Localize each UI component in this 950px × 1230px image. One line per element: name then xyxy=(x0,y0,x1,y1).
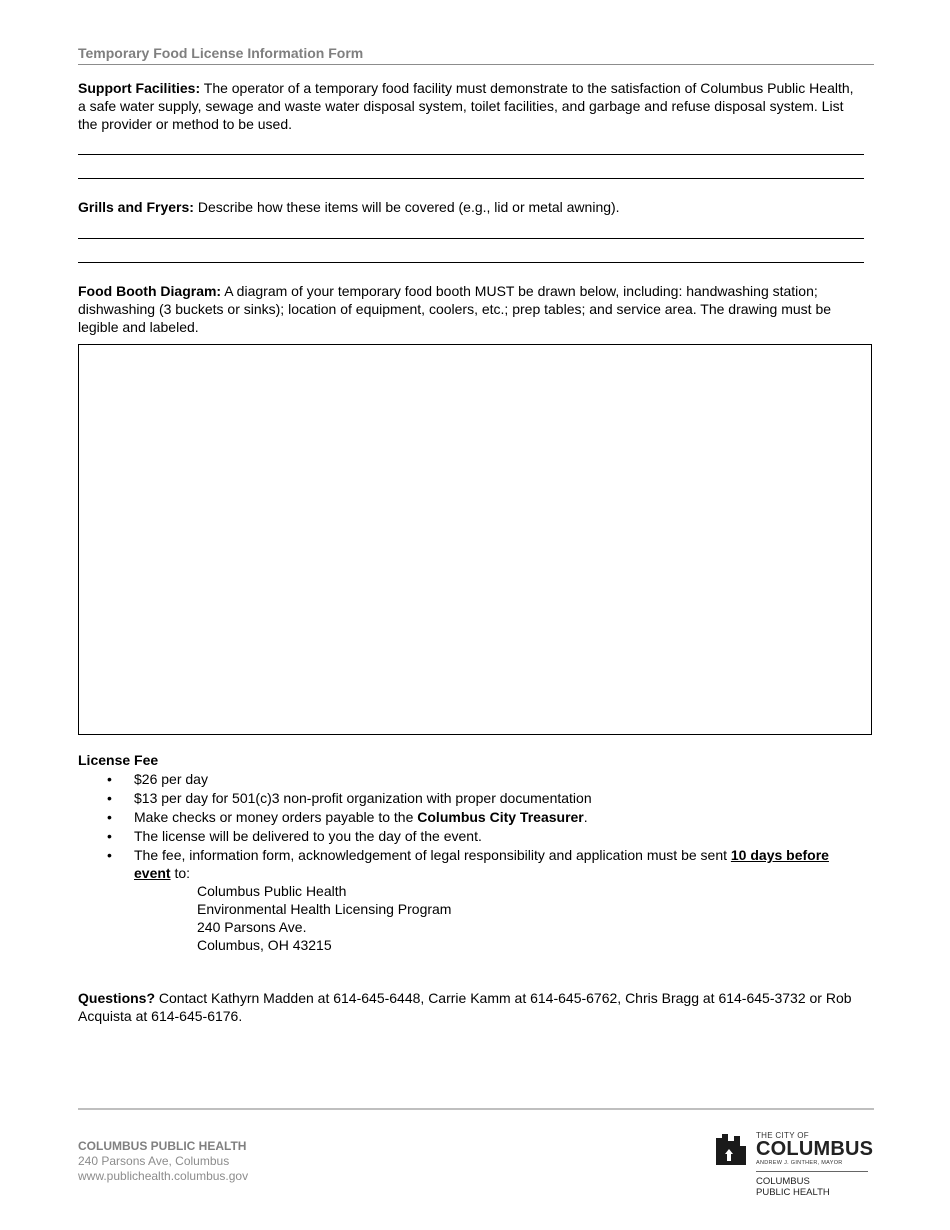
grills-fryers-text: Describe how these items will be covered (e.g., lid or metal awning). xyxy=(193,199,620,215)
address-line: 240 Parsons Ave. xyxy=(197,919,307,935)
city-skyline-icon xyxy=(714,1132,748,1166)
grills-fryers-label: Grills and Fryers: xyxy=(78,199,194,215)
food-booth-diagram-section xyxy=(78,282,864,336)
logo-city-of: THE CITY OF xyxy=(756,1131,809,1140)
footer-org-name: COLUMBUS PUBLIC HEALTH xyxy=(78,1139,247,1153)
header-divider xyxy=(78,64,874,65)
footer-divider xyxy=(78,1108,874,1110)
footer-website[interactable]: www.publichealth.columbus.gov xyxy=(78,1169,249,1183)
questions-text: Contact Kathyrn Madden at 614-645-6448, Carrie Kamm at 614-645-6762, Chris Bragg at 614-645-3732 or Rob Acquista at 614-645-6176. xyxy=(78,990,852,1024)
logo-divider xyxy=(756,1171,868,1172)
license-fee-list xyxy=(78,770,868,954)
list-item: • Make checks or money orders payable to the Columbus City Treasurer. xyxy=(78,808,868,827)
support-facilities-text: The operator of a temporary food facility must demonstrate to the satisfaction of Columbus Public Health, a safe water supply, sewage and waste water disposal system, toilet facilities, and garbage and refuse disposal system. List the provider or method to be used. xyxy=(78,80,854,132)
list-item: • The license will be delivered to you the day of the event. xyxy=(78,827,868,846)
support-facilities-section xyxy=(78,79,864,133)
support-facilities-answer-line-2[interactable] xyxy=(78,178,864,179)
support-facilities-label: Support Facilities: xyxy=(78,80,201,96)
address-line: Columbus Public Health xyxy=(197,883,347,899)
logo-columbus: COLUMBUS xyxy=(756,1138,874,1160)
address-line: Environmental Health Licensing Program xyxy=(197,901,452,917)
page-header-title: Temporary Food License Information Form xyxy=(78,45,364,61)
list-item: • $26 per day xyxy=(78,770,868,789)
address-line: Columbus, OH 43215 xyxy=(197,937,332,953)
deadline-emphasis: 10 days before event xyxy=(134,847,829,881)
mailing-address xyxy=(134,882,868,954)
grills-fryers-answer-line-2[interactable] xyxy=(78,262,864,263)
city-of-columbus-logo xyxy=(714,1130,874,1202)
list-item: • $13 per day for 501(c)3 non-profit organization with proper documentation xyxy=(78,789,868,808)
payee-name: Columbus City Treasurer xyxy=(417,809,584,825)
food-booth-diagram-text: A diagram of your temporary food booth MUST be drawn below, including: handwashing station; dishwashing (3 buckets or sinks); location of equipment, coolers, etc.; prep tables; and service area. The drawing must be legible and labeled. xyxy=(78,283,832,335)
support-facilities-answer-line-1[interactable] xyxy=(78,154,864,155)
logo-department: COLUMBUS PUBLIC HEALTH xyxy=(756,1176,830,1198)
questions-label: Questions? xyxy=(78,990,156,1006)
grills-fryers-section xyxy=(78,198,864,216)
logo-mayor: ANDREW J. GINTHER, MAYOR xyxy=(756,1160,843,1166)
footer-address: 240 Parsons Ave, Columbus xyxy=(78,1154,230,1168)
questions-section xyxy=(78,989,868,1025)
footer-contact xyxy=(78,1139,248,1184)
list-item: • The fee, information form, acknowledgement of legal responsibility and application must be sent 10 days before event to: Columbus Public Health Environmental Health Licensing Program 240 Parsons Ave. Columbus, OH 43215 xyxy=(78,846,868,954)
grills-fryers-answer-line-1[interactable] xyxy=(78,238,864,239)
license-fee-title: License Fee xyxy=(78,752,159,768)
food-booth-diagram-box[interactable] xyxy=(78,344,872,735)
food-booth-diagram-label: Food Booth Diagram: xyxy=(78,283,222,299)
